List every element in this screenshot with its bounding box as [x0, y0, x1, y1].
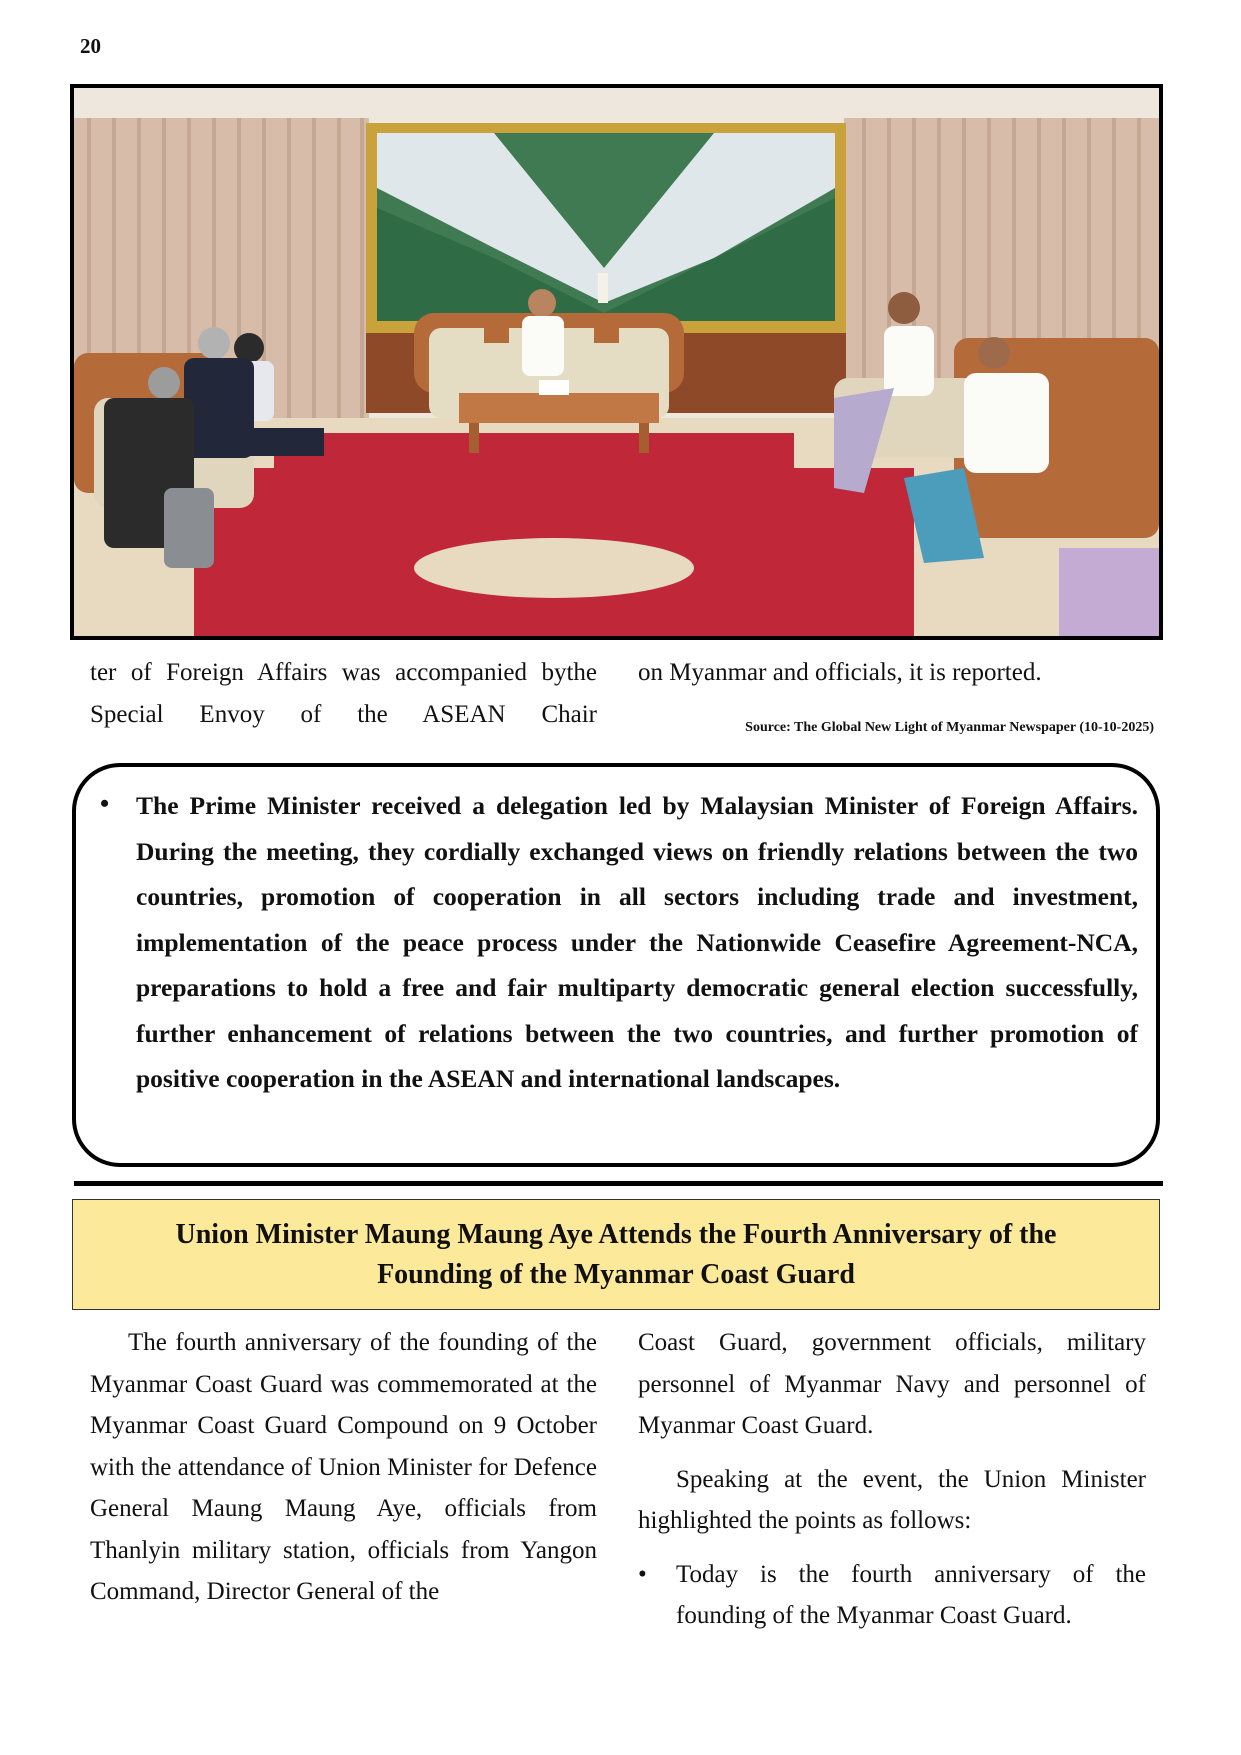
article-title-banner: [72, 1199, 1160, 1310]
bullet-icon: •: [100, 789, 110, 818]
article-paragraph: Speaking at the event, the Union Minister highlighted the points as follows:: [638, 1465, 1146, 1534]
source-citation: Source: The Global New Light of Myanmar Newspaper (10-10-2025): [745, 720, 1154, 735]
news-photo: [70, 84, 1163, 640]
bullet-icon: •: [638, 1560, 647, 1588]
bullet-text: Today is the fourth anniversary of the founding of the Myanmar Coast Guard.: [676, 1560, 1146, 1629]
article-title-line-2: Founding of the Myanmar Coast Guard: [377, 1258, 855, 1290]
highlight-box: [72, 763, 1160, 1167]
article-body-left-column: [90, 1322, 597, 1613]
article-paragraph: The fourth anniversary of the founding of the Myanmar Coast Guard was commemorated at the Myanmar Coast Guard Compound on 9 October with the attendance of Union Minister for Defence General Maung Maung Aye, officials from Thanlyin military station, officials from Yangon Command, Director General of the: [90, 1329, 597, 1605]
article-body-right-column: [638, 1322, 1146, 1637]
article-title-line-1: Union Minister Maung Maung Aye Attends the Fourth Anniversary of the: [175, 1218, 1057, 1250]
highlight-text: The Prime Minister received a delegation led by Malaysian Minister of Foreign Affairs. During the meeting, they cordially exchanged views on friendly relations between the two countries, promotion of cooperation in all sectors including trade and investment, implementation of the peace process under the Nationwide Ceasefire Agreement-NCA, preparations to hold a free and fair multiparty democratic general election successfully, further enhancement of relations between the two countries, and further promotion of positive cooperation in the ASEAN and international landscapes.: [136, 791, 1138, 1093]
caption-left-text: ter of Foreign Affairs was accompanied bythe Special Envoy of the ASEAN Chair: [90, 659, 597, 728]
section-divider: [74, 1181, 1163, 1186]
caption-right-text: on Myanmar and officials, it is reported.: [638, 659, 1042, 686]
meeting-photo-illustration: [74, 88, 1159, 636]
article-title: [176, 1215, 1057, 1295]
article-paragraph: Coast Guard, government officials, military personnel of Myanmar Navy and personnel of Myanmar Coast Guard.: [638, 1329, 1146, 1439]
page-number: 20: [80, 34, 101, 58]
article-bullet-item: [638, 1554, 1146, 1637]
